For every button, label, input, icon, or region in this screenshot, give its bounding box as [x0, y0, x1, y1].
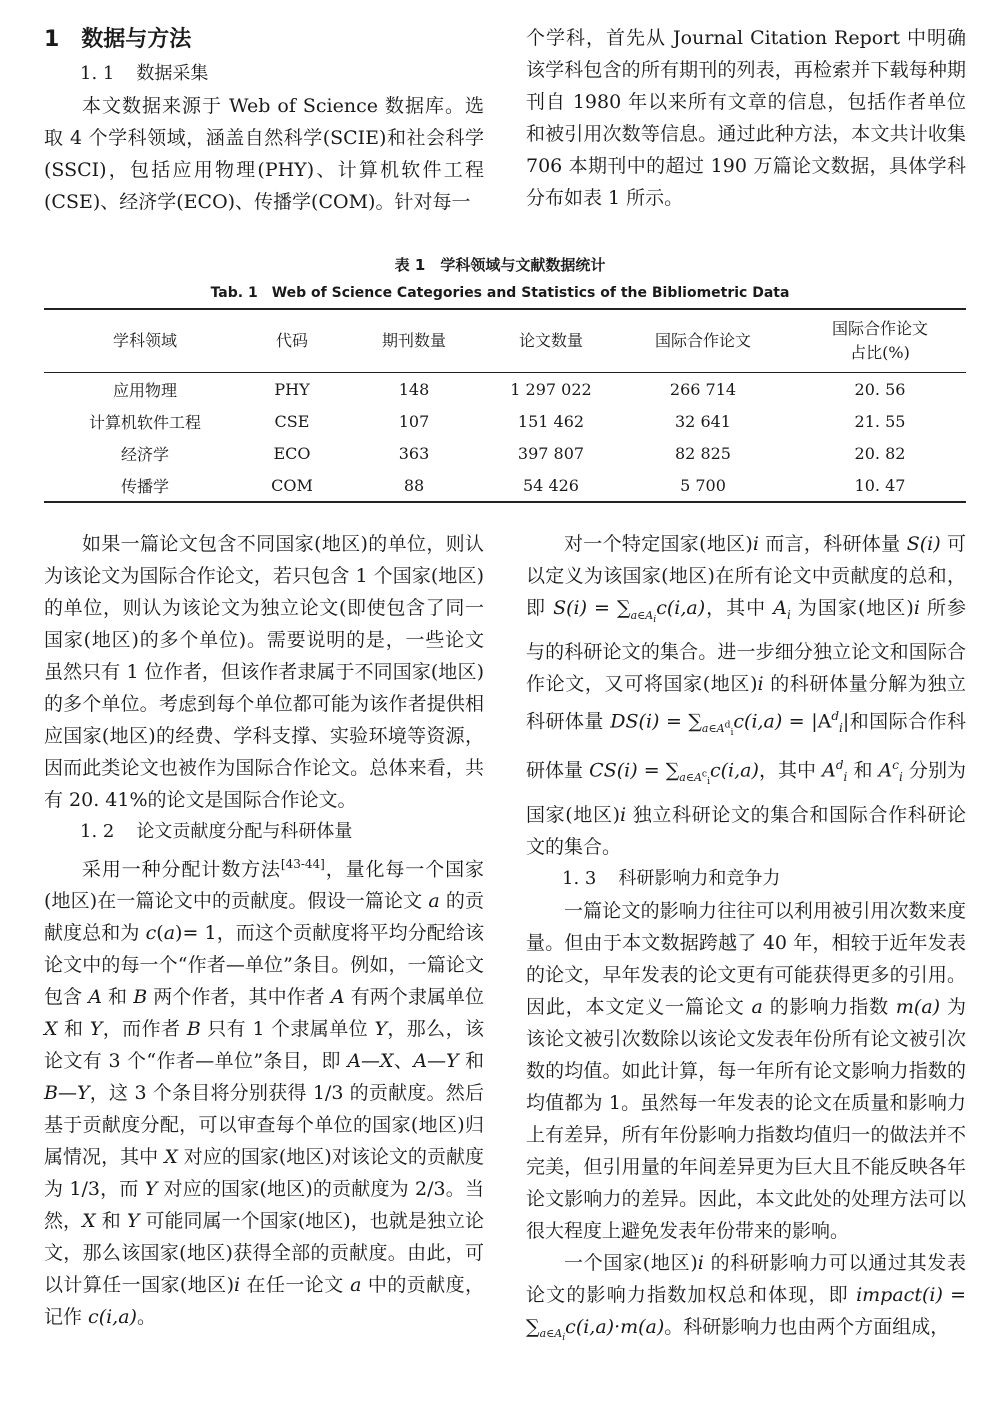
text: ，这 3 个条目将分别获得 1/3 的贡献度。然后基于贡献度分配，可以审查每个单位的国家(地区)归属情况，其中	[44, 1082, 484, 1169]
math-var: c	[145, 922, 157, 945]
header-line: 占比(%)	[850, 343, 910, 362]
math-var: i	[752, 533, 759, 555]
math-expression: c(i,a)	[88, 1306, 137, 1329]
text: 和	[458, 1050, 484, 1073]
math-var: a	[751, 995, 763, 1018]
math-superscript: d	[724, 719, 731, 731]
subsection-1-3	[526, 863, 966, 895]
math-var: A	[822, 759, 836, 782]
section-title: 1 数据与方法	[44, 27, 192, 52]
table-cell: 21. 55	[854, 411, 906, 431]
math-expression: S(i)	[553, 597, 587, 619]
math-var: B	[186, 1018, 201, 1041]
text: ，而作者	[102, 1018, 187, 1041]
text: 的影响力指数	[762, 995, 896, 1018]
header-cell	[794, 309, 966, 373]
table-cell: 计算机软件工程	[88, 412, 201, 432]
text: 在任一论文	[240, 1274, 351, 1297]
text: 而言，科研体量	[758, 533, 907, 555]
math-var: i	[234, 1274, 241, 1297]
text: 一篇论文的影响力往往可以利用被引用次数来度量。但由于本文数据跨越了 40 年，相较于近年发表的论文，早年发表的论文更有可能获得更多的引用。因此，本文定义一篇论文	[526, 899, 966, 1018]
sum-symbol: = ∑	[637, 759, 680, 782]
text: 为国家(地区)	[790, 597, 914, 619]
math-expression: m(a)	[895, 995, 941, 1018]
math-superscript: c	[892, 758, 900, 773]
math-superscript: d	[831, 708, 840, 723]
table-cell: 1 297 022	[510, 379, 592, 399]
paragraph	[526, 895, 966, 1247]
header-cell: 期刊数量	[338, 309, 490, 373]
sum-symbol: = ∑	[526, 1283, 966, 1338]
math-var: A	[773, 597, 787, 619]
math-expression: c(i,a)	[733, 710, 783, 733]
math-subscript: a∈A	[539, 1327, 563, 1341]
math-var: Y	[144, 1178, 158, 1201]
table-cell: 82 825	[675, 443, 731, 463]
left-column-bottom	[44, 528, 484, 1333]
table-cell: 经济学	[120, 444, 169, 464]
subsection-number: 1. 1	[80, 63, 115, 84]
text: 对应的国家(地区)对该论文的贡献度为 1/3，而	[44, 1146, 484, 1201]
subsection-title: 科研影响力和竞争力	[618, 867, 781, 889]
left-column-top	[44, 22, 484, 218]
sum-symbol: = ∑	[659, 710, 702, 733]
right-column-top	[526, 22, 966, 214]
math-subscript: i	[899, 770, 903, 785]
header-cell: 代码	[246, 309, 338, 373]
text: 所参与的科研论文的集合。进一步细分独立论文和国际合作论文，又可将国家(地区)	[526, 597, 966, 695]
table-cell: 5 700	[612, 469, 794, 502]
table-cell: 266 714	[669, 379, 737, 399]
text: 对一个特定国家(地区)	[564, 533, 753, 555]
math-var: B—Y	[44, 1082, 90, 1105]
text: (	[156, 922, 164, 945]
subsection-number: 1. 2	[80, 821, 115, 842]
math-var: i	[913, 597, 920, 619]
table-row	[44, 469, 966, 502]
math-expression: impact(i)	[856, 1283, 943, 1306]
text: 独立科研论文的集合和国际合作科研论文的集合。	[526, 803, 967, 858]
text: ，其中	[705, 597, 774, 619]
math-var: A	[88, 986, 102, 1009]
header-cell: 国际合作论文	[612, 309, 794, 373]
math-var: B	[133, 986, 148, 1009]
subsection-1-2	[44, 816, 484, 848]
text: ，量化每一个国家(地区)在一篇论文中的贡献度。假设一篇论文	[44, 858, 484, 913]
math-var: X	[82, 1210, 96, 1233]
math-subscript: i	[787, 607, 791, 622]
subsection-title: 论文贡献度分配与科研体量	[136, 821, 353, 842]
math-expression: = |A	[782, 710, 832, 733]
math-var: a	[163, 922, 176, 945]
table-cell: PHY	[274, 379, 310, 399]
text: 一个国家(地区)	[564, 1251, 698, 1274]
header-line: 国际合作论文	[831, 319, 928, 338]
subsection-1-1	[44, 58, 484, 90]
math-var: X	[44, 1018, 58, 1041]
table-cell: 397 807	[517, 443, 585, 463]
math-var: A	[330, 986, 345, 1009]
sum-symbol: = ∑	[587, 597, 631, 619]
text: 采用一种分配计数方法	[82, 858, 281, 881]
table-cell: CSE	[274, 411, 310, 431]
math-expression: c(i,a)·m(a)	[565, 1315, 665, 1338]
text: 和	[847, 759, 879, 782]
math-var: Y	[374, 1018, 387, 1041]
math-var: A—X	[347, 1050, 394, 1073]
math-expression: |	[842, 710, 850, 733]
table-cell: 传播学	[44, 469, 246, 502]
table-cell: 20. 82	[854, 443, 906, 463]
math-var: A—Y	[413, 1050, 459, 1073]
math-subscript: i	[562, 1332, 566, 1344]
math-expression: S(i)	[906, 533, 941, 555]
table-cell: 107	[398, 411, 430, 431]
paragraph: 个学科，首先从 Journal Citation Report 中明确该学科包含的所有期刊的列表，再检索并下载每种期刊自 1980 年以来所有文章的信息，包括作者单位和被引用次数等信息。通过此种方法，本文共计收集 706 本期刊中的超过 190 万篇论文数据，具体学科分布如表 1 所示。	[526, 27, 966, 209]
text: 。	[136, 1306, 156, 1329]
table-cell: COM	[246, 469, 338, 502]
table-cell: 54 426	[490, 469, 612, 502]
table-header-row	[44, 309, 966, 373]
text: 只有 1 个隶属单位	[200, 1018, 375, 1041]
header-cell: 论文数量	[490, 309, 612, 373]
table-cell: 151 462	[517, 411, 585, 431]
table-caption-cn: 表 1 学科领域与文献数据统计	[394, 256, 606, 274]
text: 可能同属一个国家(地区)，也就是独立论文，那么该国家(地区)获得全部的贡献度。由此，可以计算任一国家(地区)	[44, 1210, 484, 1297]
paragraph	[44, 848, 484, 1333]
table-cell: 88	[338, 469, 490, 502]
math-expression: CS(i)	[589, 759, 638, 782]
paragraph: 如果一篇论文包含不同国家(地区)的单位，则认为该论文为国际合作论文，若只包含 1 个国家(地区)的单位，则认为该论文为独立论文(即使包含了同一国家(地区)的多个单位)。需要说明的是，一些论文虽然只有 1 位作者，但该作者隶属于不同国家(地区)的多个单位。考虑到每个单位都可能为该作者提供相应国家(地区)的经费、学科支撑、实验环境等资源，因而此类论文也被作为国际合作论文。总体来看，共有 20. 41%的论文是国际合作论文。	[44, 533, 484, 811]
text: ，那么，该论文有 3 个“作者—单位”条目，即	[44, 1018, 484, 1073]
text: 两个作者，其中作者	[147, 986, 331, 1009]
math-subscript: a∈A	[701, 722, 725, 736]
math-var: a	[350, 1274, 362, 1297]
header-cell: 学科领域	[44, 309, 246, 373]
math-expression: c(i,a)	[656, 597, 706, 619]
table-row	[44, 373, 966, 406]
text: 的科研影响力可以通过其发表论文的影响力指数加权总和体现，即	[526, 1251, 966, 1306]
text: 分别为国家(地区)	[526, 759, 966, 826]
math-subscript: i	[653, 613, 657, 625]
text: 的科研体量分解为独立科研体量	[526, 672, 967, 733]
text: ，其中	[758, 759, 823, 782]
table-cell: 148	[398, 379, 430, 399]
citation: [43-44]	[280, 857, 325, 871]
table-caption-en: Tab. 1 Web of Science Categories and Statistics of the Bibliometric Data	[210, 285, 790, 301]
math-superscript: c	[701, 768, 708, 780]
math-var: a	[428, 890, 440, 913]
table-cell: 32 641	[675, 411, 731, 431]
text: 。科研影响力也由两个方面组成，	[664, 1315, 950, 1338]
math-subscript: i	[843, 770, 848, 785]
text: 和	[95, 1210, 127, 1233]
table-cell: 20. 56	[854, 379, 906, 399]
table-cell: ECO	[273, 443, 311, 463]
subsection-title: 数据采集	[136, 63, 209, 84]
text: 的贡献度总和为	[44, 890, 484, 945]
math-var: i	[697, 1251, 704, 1274]
subsection-number: 1. 3	[562, 867, 597, 889]
math-subscript: a∈A	[630, 608, 654, 622]
text: 和	[101, 986, 134, 1009]
text: 和国际合作科研体量	[526, 710, 966, 782]
right-column-bottom	[526, 528, 966, 1355]
text: 和	[57, 1018, 90, 1041]
text: 对应的国家(地区)的贡献度为 2/3。当然，	[44, 1178, 484, 1233]
text: 中的贡献度，记作	[44, 1274, 484, 1329]
text: )= 1，而这个贡献度将平均分配给该论文中的每一个“作者—单位”条目。例如，一篇论文包含	[44, 922, 484, 1009]
data-table	[44, 308, 966, 503]
math-subscript: a∈A	[679, 771, 702, 785]
text: 为该论文被引次数除以该论文发表年份所有论文被引次数的均值。如此计算，每一年所有论文影响力指数的均值都为 1。虽然每一年发表的论文在质量和影响力上有差异，所有年份影响力指数均值归一的做法并不完美，但引用量的年间差异更为巨大且不能反映各年论文影响力的差异。因此，本文此处的处理方法可以很大程度上避免发表年份带来的影响。	[526, 995, 966, 1242]
math-var: Y	[126, 1210, 140, 1233]
math-subscript: i	[707, 776, 710, 788]
paragraph	[526, 1247, 966, 1355]
table-row	[44, 405, 966, 437]
math-subscript: i	[839, 721, 843, 736]
math-var: X	[164, 1146, 178, 1169]
paragraph: 本文数据来源于 Web of Science 数据库。选取 4 个学科领域，涵盖自然科学(SCIE)和社会科学(SSCI)，包括应用物理(PHY)、计算机软件工程(CSE)、经济学(ECO)、传播学(COM)。针对每一	[44, 95, 484, 213]
text: 有两个隶属单位	[344, 986, 484, 1009]
table-cell: 应用物理	[112, 380, 177, 400]
text: 、	[393, 1050, 414, 1073]
math-var: A	[878, 759, 893, 782]
math-var: i	[620, 803, 627, 826]
table-cell: 363	[398, 443, 430, 463]
math-subscript: i	[730, 727, 734, 739]
math-superscript: d	[835, 758, 844, 773]
math-expression: c(i,a)	[710, 759, 759, 782]
table-row	[44, 437, 966, 469]
math-expression: DS(i)	[610, 710, 660, 733]
math-var: i	[757, 672, 764, 695]
paragraph	[526, 528, 966, 863]
table-cell: 10. 47	[794, 469, 966, 502]
text: 可以定义为该国家(地区)在所有论文中贡献度的总和，即	[526, 533, 966, 619]
math-var: Y	[89, 1018, 103, 1041]
